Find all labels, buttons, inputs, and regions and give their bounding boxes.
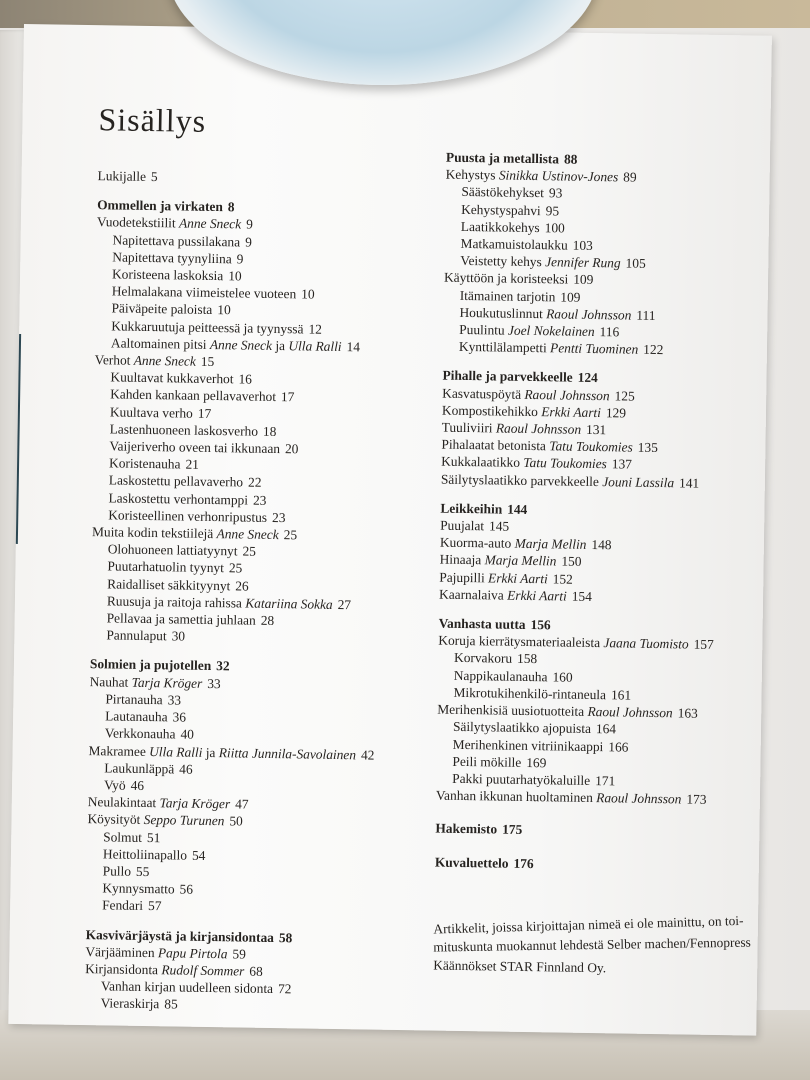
entry-author: Anne Sneck xyxy=(133,352,196,369)
entry-page-number: 154 xyxy=(571,588,592,604)
entry-page-number: 28 xyxy=(260,612,275,629)
entry-author: Anne Sneck xyxy=(178,215,242,232)
entry-title: Koruja kierrätysmateriaaleista xyxy=(438,632,601,651)
entry-page-number: 10 xyxy=(217,302,231,318)
entry-page-number: 150 xyxy=(561,553,582,570)
entry-page-number: 68 xyxy=(249,963,263,979)
entry-author: Raoul Johnsson xyxy=(546,306,632,323)
entry-page-number: 156 xyxy=(530,617,551,633)
entry-author: Katariina Sokka xyxy=(245,595,333,612)
entry-title: Laatikkokehys xyxy=(460,218,540,235)
entry-title: Verkkonauha xyxy=(104,725,176,742)
entry-page-number: 163 xyxy=(677,705,698,721)
entry-author: Jouni Lassila xyxy=(602,473,675,490)
entry-page-number: 17 xyxy=(197,405,212,421)
entry-page-number: 15 xyxy=(200,353,215,370)
entry-author: Sinikka Ustinov-Jones xyxy=(498,167,619,185)
credits-line-1: Artikkelit, joissa kirjoittajan nimeä ei ole mainittu, on toi- xyxy=(433,912,744,937)
entry-author: Tatu Toukomies xyxy=(523,455,607,472)
entry-title: Kompostikehikko xyxy=(441,402,539,419)
entry-title: Verhot xyxy=(94,352,131,368)
entry-title: Värjääminen xyxy=(85,943,155,960)
entry-page-number: 25 xyxy=(228,560,243,576)
entry-title: Veistetty kehys xyxy=(460,253,542,270)
entry-author: Raoul Johnsson xyxy=(524,386,610,403)
entry-page-number: 141 xyxy=(678,475,700,491)
entry-author: Tarja Kröger xyxy=(131,674,203,691)
entry-title: Heittoliinapallo xyxy=(102,846,188,863)
entry-title: Ruusuja ja raitoja rahissa xyxy=(106,593,243,611)
entry-title: Muita kodin tekstiilejä xyxy=(91,524,214,542)
entry-page-number: 16 xyxy=(238,371,253,387)
entry-title: Vanhan kirjan uudelleen sidonta xyxy=(100,978,274,997)
entry-title: Vanhasta uutta xyxy=(438,615,526,633)
entry-page-number: 135 xyxy=(637,439,658,456)
entry-author: Ulla Ralli xyxy=(288,338,342,354)
toc-entry xyxy=(97,167,442,190)
entry-title: Pellavaa ja samettia juhlaan xyxy=(106,610,256,628)
entry-title: Nappikaulanauha xyxy=(453,667,548,684)
entry-author: Raoul Johnsson xyxy=(495,420,582,437)
entry-title: Houkutuslinnut xyxy=(459,304,543,322)
entry-page-number: 158 xyxy=(516,651,538,667)
entry-title: Kirjansidonta xyxy=(85,961,159,978)
entry-page-number: 33 xyxy=(167,692,182,708)
entry-title: Säilytyslaatikko ajopuista xyxy=(452,719,592,737)
entry-title: Leikkeihin xyxy=(440,500,503,517)
entry-title: Koristenauha xyxy=(108,455,181,472)
entry-page-number: 85 xyxy=(164,996,178,1012)
entry-page-number: 36 xyxy=(172,709,187,725)
entry-author: Joel Nokelainen xyxy=(507,322,595,340)
entry-page-number: 116 xyxy=(599,324,620,340)
entry-page-number: 25 xyxy=(283,527,298,543)
entry-page-number: 46 xyxy=(179,761,193,777)
entry-title: Säilytyslaatikko parvekkeelle xyxy=(440,471,600,489)
entry-page-number: 47 xyxy=(235,796,249,812)
entry-author: Pentti Tuominen xyxy=(549,340,639,357)
entry-page-number: 171 xyxy=(595,772,616,789)
entry-title: Kuultava verho xyxy=(109,404,193,421)
entry-page-number: 26 xyxy=(235,578,249,594)
toc-entry xyxy=(439,585,759,607)
entry-title: Vuodetekstiilit xyxy=(96,214,176,231)
entry-title: Kuorma-auto xyxy=(439,534,512,551)
entry-title: Puusta ja metallista xyxy=(445,149,560,167)
entry-author: Riitta Junnila-Savolainen xyxy=(218,744,357,762)
entry-page-number: 22 xyxy=(247,475,262,491)
entry-title: Pullo xyxy=(102,863,132,879)
entry-title: Laukunläppä xyxy=(104,760,175,777)
entry-title: Vyö xyxy=(103,777,126,793)
entry-page-number: 9 xyxy=(246,216,253,233)
entry-title: Kuvaluettelo xyxy=(434,854,509,871)
entry-title: Vieraskirja xyxy=(100,995,160,1012)
entry-page-number: 58 xyxy=(278,929,293,945)
entry-title: Kukkaruutuja peitteessä ja tyynyssä xyxy=(111,318,304,337)
entry-page-number: 55 xyxy=(135,863,150,879)
entry-page-number: 157 xyxy=(693,636,714,653)
entry-title: Päiväpeite paloista xyxy=(111,300,213,318)
entry-title: Helmalakana viimeistelee vuoteen xyxy=(111,283,297,302)
entry-title: Fendari xyxy=(102,897,144,914)
entry-title: Pihalle ja parvekkeelle xyxy=(442,368,573,386)
entry-author: Jaana Tuomisto xyxy=(603,635,689,652)
entry-title: Lastenhuoneen laskosverho xyxy=(109,421,259,439)
entry-page-number: 125 xyxy=(614,387,635,404)
entry-author: Jennifer Rung xyxy=(545,254,621,271)
entry-page-number: 23 xyxy=(271,509,286,526)
credits-line-3: Käännökset STAR Finnland Oy. xyxy=(433,957,607,976)
entry-title: Koristeellinen verhonripustus xyxy=(108,507,268,525)
entry-page-number: 17 xyxy=(280,389,295,405)
entry-title: Köysityöt xyxy=(87,811,141,828)
toc-entry xyxy=(441,470,761,492)
entry-author: Erkki Aarti xyxy=(507,587,567,604)
entry-title: Puutarhatuolin tyynyt xyxy=(107,558,225,576)
page-title: Sisällys xyxy=(98,101,207,139)
entry-title: Kukkalaatikko xyxy=(441,454,521,471)
entry-page-number: 42 xyxy=(360,746,375,763)
entry-author: Marja Mellin xyxy=(514,536,587,553)
entry-author: Anne Sneck xyxy=(216,526,279,543)
entry-page-number: 164 xyxy=(595,721,617,737)
entry-page-number: 161 xyxy=(610,687,632,703)
entry-page-number: 23 xyxy=(252,492,267,508)
entry-page-number: 21 xyxy=(185,456,200,473)
entry-page-number: 145 xyxy=(488,518,510,534)
entry-author: Raoul Johnsson xyxy=(587,704,673,721)
entry-page-number: 14 xyxy=(346,338,361,355)
entry-page-number: 148 xyxy=(591,537,612,553)
entry-title: Solmien ja pujotellen xyxy=(89,656,212,674)
entry-page-number: 8 xyxy=(227,199,235,215)
entry-title: Kehystyspahvi xyxy=(461,201,541,218)
entry-page-number: 129 xyxy=(605,405,627,421)
entry-page-number: 103 xyxy=(572,237,593,253)
credits-note xyxy=(433,912,754,980)
entry-page-number: 109 xyxy=(560,289,581,305)
contents-left-column xyxy=(84,167,442,1017)
entry-title: Laskostettu pellavaverho xyxy=(108,472,244,490)
entry-author: Ulla Ralli xyxy=(149,743,203,760)
entry-title: Aaltomainen pitsi xyxy=(110,335,207,352)
entry-page-number: 152 xyxy=(552,571,573,587)
entry-page-number: 50 xyxy=(229,813,243,829)
entry-title: Kynttilälampetti xyxy=(458,339,547,356)
entry-page-number: 46 xyxy=(130,777,145,793)
entry-title: Napitettava tyynyliina xyxy=(112,249,232,267)
entry-title: Pannulaput xyxy=(106,627,167,644)
entry-title: Tuuliviiri xyxy=(441,419,493,436)
entry-page-number: 25 xyxy=(242,543,257,559)
entry-page-number: 131 xyxy=(585,421,607,438)
entry-author: Papu Pirtola xyxy=(157,944,228,962)
contents-page xyxy=(8,24,772,1036)
entry-page-number: 93 xyxy=(548,185,563,201)
entry-title: Kynnysmatto xyxy=(102,880,175,897)
entry-page-number: 32 xyxy=(216,658,230,674)
entry-page-number: 59 xyxy=(232,946,247,962)
entry-page-number: 89 xyxy=(623,169,637,185)
toc-entry xyxy=(443,338,763,360)
entry-title: Pajupilli xyxy=(439,569,485,585)
entry-page-number: 166 xyxy=(608,738,629,755)
entry-page-number: 9 xyxy=(245,234,252,250)
entry-page-number: 40 xyxy=(180,726,195,743)
entry-page-number: 33 xyxy=(207,675,221,691)
entry-title: Korvakoru xyxy=(453,650,513,667)
entry-title: Peili mökille xyxy=(452,753,522,770)
entry-page-number: 105 xyxy=(625,255,646,272)
entry-page-number: 51 xyxy=(146,829,161,845)
section-heading xyxy=(435,853,755,875)
entry-title: Pirtanauha xyxy=(105,691,163,708)
contents-right-column xyxy=(435,149,766,876)
entry-title: Puujalat xyxy=(440,517,485,534)
entry-page-number: 160 xyxy=(552,669,573,685)
section-heading xyxy=(435,820,755,842)
entry-page-number: 18 xyxy=(262,423,277,439)
toc-entry xyxy=(436,787,756,809)
entry-author: Erkki Aarti xyxy=(487,570,548,586)
entry-author: Rudolf Sommer xyxy=(161,962,245,979)
entry-page-number: 54 xyxy=(191,847,206,863)
entry-title: Kaarnalaiva xyxy=(438,586,504,603)
entry-title: Koristeena laskoksia xyxy=(111,266,224,284)
entry-title: Puulintu xyxy=(459,321,505,338)
entry-title: Hakemisto xyxy=(435,820,498,837)
entry-page-number: 95 xyxy=(545,202,560,219)
entry-page-number: 111 xyxy=(636,307,656,323)
entry-title: Kehystys xyxy=(445,166,496,183)
entry-page-number: 124 xyxy=(577,370,598,386)
entry-author: Seppo Turunen xyxy=(143,812,225,829)
entry-title: Mikrotukihenkilö-rintaneula xyxy=(453,684,607,703)
entry-page-number: 5 xyxy=(150,169,158,185)
entry-page-number: 88 xyxy=(563,151,578,167)
entry-page-number: 72 xyxy=(277,981,292,997)
entry-title: Merihenkinen vitriinikaappi xyxy=(452,736,604,754)
entry-title: Itämainen tarjotin xyxy=(459,287,556,305)
entry-page-number: 56 xyxy=(179,881,194,897)
entry-page-number: 12 xyxy=(308,321,323,337)
entry-page-number: 144 xyxy=(507,501,528,517)
entry-title: Pihalaatat betonista xyxy=(441,436,547,454)
entry-title: Säästökehykset xyxy=(461,184,545,201)
entry-author: Raoul Johnsson xyxy=(596,790,682,807)
entry-author: Erkki Aarti xyxy=(541,404,602,420)
entry-page-number: 169 xyxy=(526,754,547,770)
entry-page-number: 10 xyxy=(301,286,315,302)
entry-title: Merihenkisiä uusiotuotteita xyxy=(437,701,585,719)
entry-title: Makramee xyxy=(88,742,146,759)
entry-title: Pakki puutarhatyökaluille xyxy=(452,770,591,788)
entry-title: Neulakintaat xyxy=(87,794,157,811)
entry-author: Tatu Toukomies xyxy=(549,438,633,455)
entry-page-number: 27 xyxy=(337,596,352,613)
entry-page-number: 109 xyxy=(573,272,594,288)
entry-title: Käyttöön ja koristeeksi xyxy=(443,270,569,288)
entry-page-number: 30 xyxy=(171,628,186,644)
entry-page-number: 9 xyxy=(236,251,244,267)
entry-page-number: 100 xyxy=(544,220,565,236)
entry-conjunction: ja xyxy=(205,744,216,760)
entry-title: Laskostettu verhontamppi xyxy=(108,490,249,508)
entry-title: Matkamuistolaukku xyxy=(460,235,568,253)
entry-title: Raidalliset säkkityynyt xyxy=(107,576,231,593)
entry-title: Vanhan ikkunan huoltaminen xyxy=(435,787,593,806)
entry-page-number: 137 xyxy=(611,456,633,473)
entry-page-number: 10 xyxy=(228,268,242,284)
entry-title: Ommellen ja virkaten xyxy=(97,197,223,215)
entry-title: Napitettava pussilakana xyxy=(112,232,241,250)
entry-page-number: 175 xyxy=(502,821,523,838)
entry-page-number: 176 xyxy=(513,855,534,871)
entry-page-number: 122 xyxy=(643,342,664,358)
entry-title: Kasvatuspöytä xyxy=(442,385,522,402)
entry-title: Solmut xyxy=(103,828,143,845)
entry-title: Olohuoneen lattiatyynyt xyxy=(107,541,238,559)
entry-author: Tarja Kröger xyxy=(159,795,231,812)
entry-author: Marja Mellin xyxy=(484,552,557,569)
entry-title: Vaijeriverho oveen tai ikkunaan xyxy=(109,438,281,457)
entry-title: Nauhat xyxy=(89,673,129,690)
entry-title: Lautanauha xyxy=(105,708,168,725)
entry-title: Hinaaja xyxy=(439,552,482,568)
entry-page-number: 57 xyxy=(147,898,162,914)
entry-title: Kahden kankaan pellavaverhot xyxy=(110,386,277,405)
entry-page-number: 20 xyxy=(284,441,299,457)
entry-conjunction: ja xyxy=(275,337,286,353)
entry-page-number: 173 xyxy=(686,791,707,807)
entry-author: Anne Sneck xyxy=(209,336,273,353)
credits-line-2: mituskunta muokannut lehdestä Selber machen/Fennopress xyxy=(433,934,751,955)
entry-title: Lukijalle xyxy=(97,168,147,184)
entry-title: Kuultavat kukkaverhot xyxy=(110,369,234,387)
entry-title: Kasvivärjäystä ja kirjansidontaa xyxy=(85,926,275,945)
